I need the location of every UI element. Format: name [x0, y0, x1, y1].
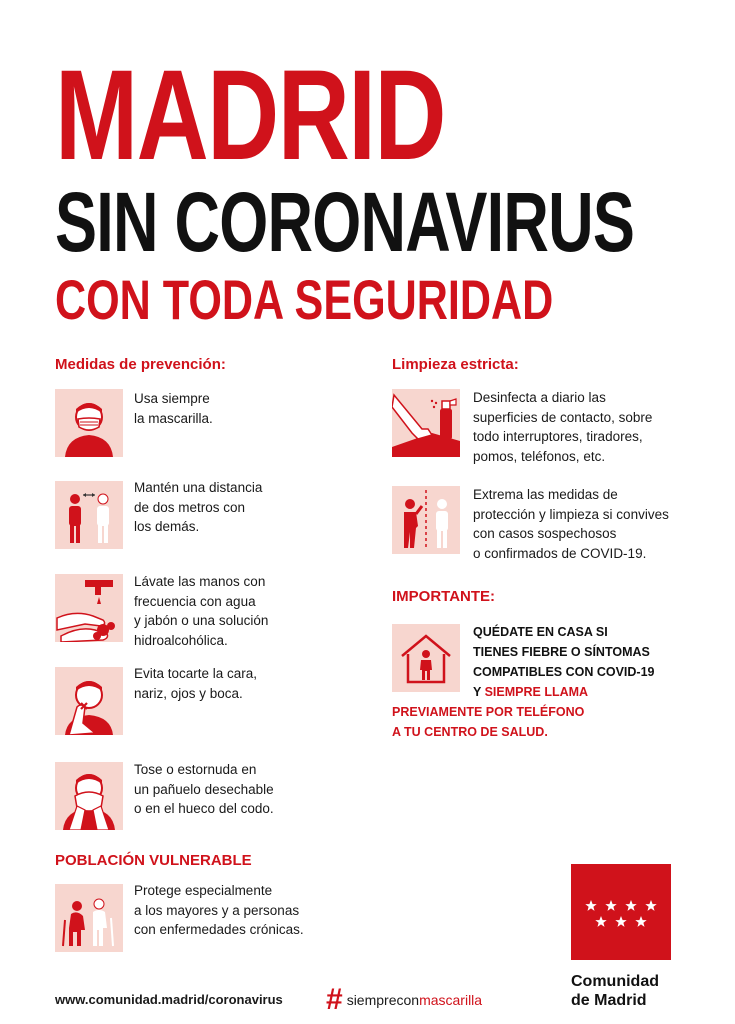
- prevention-item-face: Evita tocarte la cara, nariz, ojos y boca.: [134, 666, 258, 701]
- prevention-item-handwash: Lávate las manos con frecuencia con agua y jabón o una solución hidroalcohólica.: [134, 574, 269, 648]
- headline-con-toda-seguridad: CON TODA SEGURIDAD: [55, 268, 554, 331]
- stay-home-icon: [392, 624, 460, 692]
- prevention-item-distance: Mantén una distancia de dos metros con los demás.: [134, 480, 263, 534]
- important-line-2: TIENES FIEBRE O SÍNTOMAS: [473, 645, 650, 659]
- footer-url-link[interactable]: www.comunidad.madrid/coronavirus: [55, 992, 283, 1007]
- vulnerable-title: POBLACIÓN VULNERABLE: [55, 852, 252, 869]
- prevention-title: Medidas de prevención:: [55, 356, 226, 373]
- sneeze-icon: [55, 762, 123, 830]
- mask-person-icon: [55, 389, 123, 457]
- disinfect-spray-icon: [392, 389, 460, 457]
- cleaning-title: Limpieza estricta:: [392, 356, 519, 373]
- no-face-touch-icon: [55, 667, 123, 735]
- comunidad-madrid-flag-logo: [571, 864, 671, 960]
- important-line-1: QUÉDATE EN CASA SI: [473, 625, 608, 639]
- important-line-5: PREVIAMENTE POR TELÉFONO: [392, 705, 585, 719]
- important-line-6: A TU CENTRO DE SALUD.: [392, 725, 548, 739]
- hashtag: [326, 985, 482, 1015]
- distance-icon: [55, 481, 123, 549]
- important-line-4: Y SIEMPRE LLAMA: [473, 685, 589, 699]
- isolation-icon: [392, 486, 460, 554]
- headline-sin-coronavirus: SIN CORONAVIRUS: [55, 175, 635, 269]
- hashtag-icon: #: [326, 983, 343, 1016]
- important-line-3: COMPATIBLES CON COVID-19: [473, 665, 655, 679]
- important-title: IMPORTANTE:: [392, 588, 496, 605]
- elderly-icon: [55, 884, 123, 952]
- cleaning-item-isolation: Extrema las medidas de protección y limpieza si convives con casos sospechosos o confirmados de COVID-19.: [473, 487, 669, 561]
- vulnerable-text: Protege especialmente a los mayores y a personas con enfermedades crónicas.: [134, 883, 304, 937]
- prevention-item-sneeze: Tose o estornuda en un pañuelo desechable o en el hueco del codo.: [134, 762, 274, 816]
- handwash-icon: [55, 574, 123, 642]
- prevention-item-mask: Usa siempre la mascarilla.: [134, 391, 213, 426]
- headline-madrid: MADRID: [55, 44, 445, 187]
- comunidad-madrid-logo-text: Comunidad de Madrid: [571, 973, 659, 1009]
- cleaning-item-disinfect: Desinfecta a diario las superficies de contacto, sobre todo interruptores, tiradores, pomos, teléfonos, etc.: [473, 390, 653, 464]
- hashtag-text: siempreconmascarilla: [346, 992, 483, 1008]
